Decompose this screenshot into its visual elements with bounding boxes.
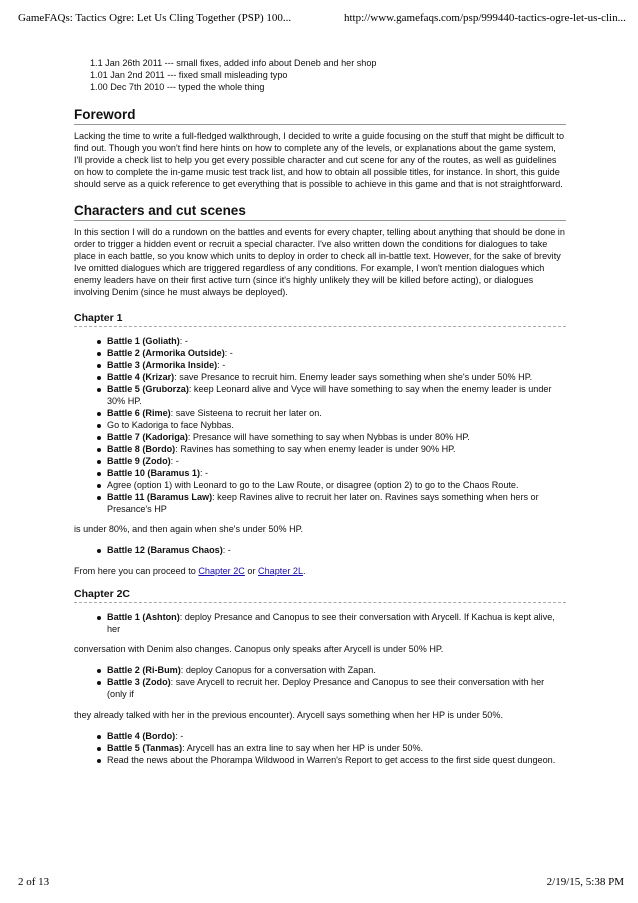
battle-name: Battle 1 (Ashton)	[107, 612, 180, 622]
list-item	[107, 676, 566, 700]
chapter2c-list-2	[74, 664, 566, 700]
item-text: : Presance will have something to say when Nybbas is under 80% HP.	[187, 432, 470, 442]
characters-text: In this section I will do a rundown on the battles and events for every chapter, telling about anything that should be done in order to trigger a hidden event or recruit a special character. I've also written down the conditions for dialogues to take place in each battle, so you know which units to deploy in order to check all in-battle text. However, for the sake of brevity Ive omitted dialogues which are triggered regardless of any conditions. For example, I won't mention dialogues which enemy leaders have on their first active turn (since it's highly unlikely they will be killed before acting), or dialogues involving Denim (since he must always be deployed).	[74, 227, 565, 297]
browser-page-title: GameFAQs: Tactics Ogre: Let Us Cling Together (PSP) 100...	[18, 12, 292, 24]
list-item	[107, 491, 566, 515]
battle-name: Battle 4 (Bordo)	[107, 731, 176, 741]
revision-entry: 1.01 Jan 2nd 2011 --- fixed small misleading typo	[90, 70, 288, 80]
battle-name: Battle 2 (Ri-Bum)	[107, 665, 181, 675]
page-number: 2 of 13	[18, 876, 50, 888]
proceed-end-text: .	[303, 566, 306, 576]
list-item	[107, 383, 566, 407]
revision-list	[90, 57, 566, 93]
list-item	[107, 359, 566, 371]
foreword-text: Lacking the time to write a full-fledged walkthrough, I decided to write a guide focusing on the stuff that might be difficult to find out. Though you won't find here hints on how to complete any of the levels, or explanations about the game system, I'll provide a check list to help you get every possible character and cut scene for any of the routes, as well as guidelines on how to complete the in-game music test track list, and how to obtain all possible titles, for instance. In short, this guide should serve as a quick reference to get everything that is possible to achieve in this game and that is not straightforward.	[74, 131, 565, 189]
item-text: Agree (option 1) with Leonard to go to the Law Route, or disagree (option 2) to go to the Chaos Route.	[107, 480, 519, 490]
battle-name: Battle 8 (Bordo)	[107, 444, 176, 454]
list-item	[107, 742, 566, 754]
list-item	[107, 664, 566, 676]
item-text: : -	[175, 731, 184, 741]
proceed-or-text: or	[244, 566, 259, 576]
list-item	[107, 335, 566, 347]
chapter1-continuation: is under 80%, and then again when she's under 50% HP.	[74, 524, 304, 534]
list-item	[107, 611, 566, 635]
revision-entry: 1.1 Jan 26th 2011 --- small fixes, added info about Deneb and her shop	[90, 58, 377, 68]
list-item	[107, 467, 566, 479]
item-text: : deploy Presance and Canopus to see their conversation with Arycell. If Kachua is kept alive, her	[107, 612, 555, 634]
battle-name: Battle 6 (Rime)	[107, 408, 171, 418]
item-text: : -	[217, 360, 226, 370]
guide-content	[74, 57, 566, 766]
chapter1-heading: Chapter 1	[74, 311, 566, 327]
battle-name: Battle 3 (Zodo)	[107, 677, 171, 687]
battle-name: Battle 1 (Goliath)	[107, 336, 180, 346]
battle-name: Battle 12 (Baramus Chaos)	[107, 545, 223, 555]
list-item	[107, 431, 566, 443]
item-text: : save Sisteena to recruit her later on.	[170, 408, 322, 418]
battle-name: Battle 9 (Zodo)	[107, 456, 171, 466]
chapter2c-continuation-2: they already talked with her in the previous encounter). Arycell says something when her HP is under 50%.	[74, 710, 503, 720]
list-item	[107, 407, 566, 419]
battle-name: Battle 5 (Gruborza)	[107, 384, 189, 394]
battle-name: Battle 5 (Tanmas)	[107, 743, 183, 753]
chapter2c-list-3	[74, 730, 566, 766]
list-item	[107, 347, 566, 359]
item-text: : save Presance to recruit him. Enemy leader says something when she's under 50% HP.	[174, 372, 533, 382]
revision-entry: 1.00 Dec 7th 2010 --- typed the whole thing	[90, 82, 265, 92]
chapter1-proceed	[74, 565, 566, 577]
chapter1-list	[74, 335, 566, 515]
item-text: : keep Leonard alive and Vyce will have something to say when the enemy leader is under 30% HP.	[107, 384, 552, 406]
battle-name: Battle 4 (Krizar)	[107, 372, 175, 382]
chapter-2l-link[interactable]: Chapter 2L	[258, 566, 304, 576]
item-text: : -	[224, 348, 233, 358]
list-item	[107, 730, 566, 742]
item-text: Read the news about the Phorampa Wildwood in Warren's Report to get access to the first side quest dungeon.	[107, 755, 556, 765]
chapter1-list-2	[74, 544, 566, 556]
item-text: : -	[170, 456, 179, 466]
list-item	[107, 371, 566, 383]
battle-name: Battle 2 (Armorika Outside)	[107, 348, 225, 358]
item-text: : -	[200, 468, 209, 478]
proceed-text: From here you can proceed to	[74, 566, 199, 576]
list-item	[107, 443, 566, 455]
item-text: : Ravines has something to say when enemy leader is under 90% HP.	[175, 444, 456, 454]
battle-name: Battle 7 (Kadoriga)	[107, 432, 188, 442]
foreword-heading: Foreword	[74, 106, 566, 125]
list-item	[107, 754, 566, 766]
browser-page-url: http://www.gamefaqs.com/psp/999440-tactics-ogre-let-us-clin...	[344, 12, 626, 24]
item-text: : -	[222, 545, 231, 555]
battle-name: Battle 10 (Baramus 1)	[107, 468, 200, 478]
list-item	[107, 544, 566, 556]
chapter2c-list-1	[74, 611, 566, 635]
item-text: : keep Ravines alive to recruit her later on. Ravines says something when hers or Presance's HP	[107, 492, 539, 514]
list-item	[107, 419, 566, 431]
item-text: : Arycell has an extra line to say when her HP is under 50%.	[182, 743, 424, 753]
characters-heading: Characters and cut scenes	[74, 202, 566, 221]
chapter-2c-link[interactable]: Chapter 2C	[198, 566, 245, 576]
item-text: Go to Kadoriga to face Nybbas.	[107, 420, 234, 430]
list-item	[107, 479, 566, 491]
print-timestamp: 2/19/15, 5:38 PM	[546, 876, 624, 888]
battle-name: Battle 11 (Baramus Law)	[107, 492, 213, 502]
list-item	[107, 455, 566, 467]
item-text: : save Arycell to recruit her. Deploy Presance and Canopus to see their conversation with her (only if	[107, 677, 545, 699]
battle-name: Battle 3 (Armorika Inside)	[107, 360, 218, 370]
item-text: : -	[179, 336, 188, 346]
chapter2c-heading: Chapter 2C	[74, 587, 566, 603]
chapter2c-continuation-1: conversation with Denim also changes. Canopus only speaks after Arycell is under 50% HP.	[74, 644, 444, 654]
item-text: : deploy Canopus for a conversation with Zapan.	[180, 665, 376, 675]
